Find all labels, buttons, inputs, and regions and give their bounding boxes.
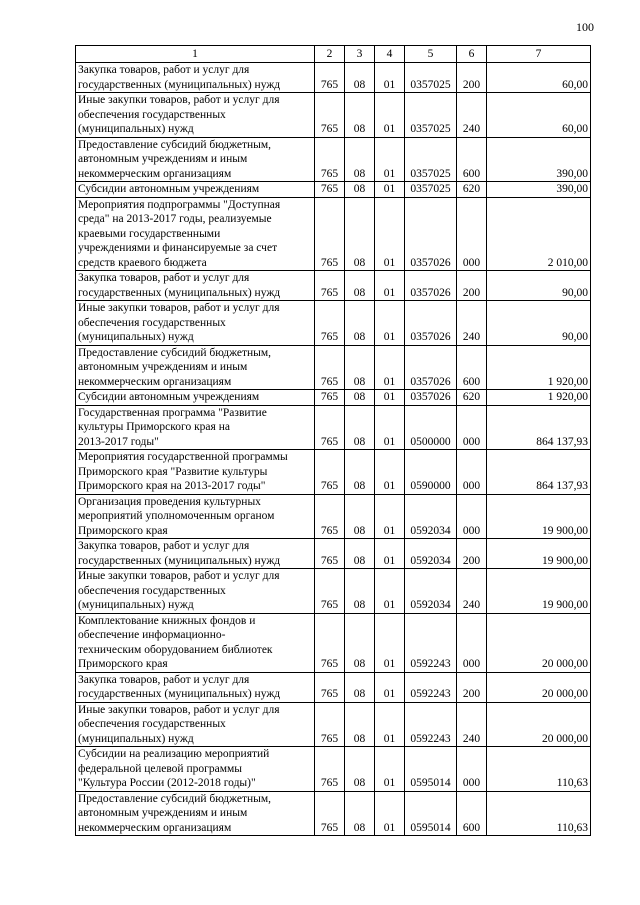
section-cell: 08 <box>345 702 375 747</box>
row-name-cell: Закупка товаров, работ и услуг для государственных (муниципальных) нужд <box>76 271 315 301</box>
amount-cell: 19 900,00 <box>487 569 591 614</box>
expense-type-cell: 620 <box>457 182 487 198</box>
chapter-code-cell: 765 <box>315 791 345 836</box>
target-article-cell: 0357026 <box>405 301 457 346</box>
target-article-cell: 0357025 <box>405 93 457 138</box>
subsection-cell: 01 <box>375 197 405 271</box>
amount-cell: 60,00 <box>487 63 591 93</box>
section-cell: 08 <box>345 301 375 346</box>
expense-type-cell: 000 <box>457 405 487 450</box>
row-name-cell: Субсидии на реализацию мероприятий федеральной целевой программы "Культура России (2012-2018 годы)" <box>76 747 315 792</box>
target-article-cell: 0592243 <box>405 702 457 747</box>
expense-type-cell: 000 <box>457 450 487 495</box>
table-row <box>76 613 591 672</box>
chapter-code-cell: 765 <box>315 63 345 93</box>
chapter-code-cell: 765 <box>315 93 345 138</box>
amount-cell: 90,00 <box>487 301 591 346</box>
amount-cell: 20 000,00 <box>487 613 591 672</box>
section-cell: 08 <box>345 390 375 406</box>
row-name-cell: Комплектование книжных фондов и обеспечение информационно- техническим оборудованием библиотек Приморского края <box>76 613 315 672</box>
section-cell: 08 <box>345 450 375 495</box>
column-header: 7 <box>487 46 591 63</box>
table-row <box>76 345 591 390</box>
section-cell: 08 <box>345 63 375 93</box>
subsection-cell: 01 <box>375 569 405 614</box>
table-row <box>76 63 591 93</box>
column-header: 2 <box>315 46 345 63</box>
subsection-cell: 01 <box>375 271 405 301</box>
section-cell: 08 <box>345 569 375 614</box>
chapter-code-cell: 765 <box>315 494 345 539</box>
row-name-cell: Иные закупки товаров, работ и услуг для обеспечения государственных (муниципальных) нужд <box>76 702 315 747</box>
row-name-cell: Иные закупки товаров, работ и услуг для обеспечения государственных (муниципальных) нужд <box>76 93 315 138</box>
expense-type-cell: 000 <box>457 613 487 672</box>
column-header: 1 <box>76 46 315 63</box>
amount-cell: 390,00 <box>487 137 591 182</box>
subsection-cell: 01 <box>375 63 405 93</box>
subsection-cell: 01 <box>375 450 405 495</box>
subsection-cell: 01 <box>375 405 405 450</box>
target-article-cell: 0357026 <box>405 271 457 301</box>
expense-type-cell: 620 <box>457 390 487 406</box>
row-name-cell: Субсидии автономным учреждениям <box>76 390 315 406</box>
target-article-cell: 0357025 <box>405 137 457 182</box>
subsection-cell: 01 <box>375 93 405 138</box>
section-cell: 08 <box>345 791 375 836</box>
expense-type-cell: 600 <box>457 345 487 390</box>
amount-cell: 110,63 <box>487 747 591 792</box>
target-article-cell: 0357026 <box>405 197 457 271</box>
amount-cell: 20 000,00 <box>487 702 591 747</box>
subsection-cell: 01 <box>375 702 405 747</box>
row-name-cell: Закупка товаров, работ и услуг для государственных (муниципальных) нужд <box>76 63 315 93</box>
subsection-cell: 01 <box>375 672 405 702</box>
row-name-cell: Мероприятия государственной программы Приморского края "Развитие культуры Приморского края на 2013-2017 годы" <box>76 450 315 495</box>
table-row <box>76 672 591 702</box>
subsection-cell: 01 <box>375 182 405 198</box>
row-name-cell: Мероприятия подпрограммы "Доступная среда" на 2013-2017 годы, реализуемые краевыми государственными учреждениями и финансируемые за счет средств краевого бюджета <box>76 197 315 271</box>
row-name-cell: Государственная программа "Развитие культуры Приморского края на 2013-2017 годы" <box>76 405 315 450</box>
row-name-cell: Закупка товаров, работ и услуг для государственных (муниципальных) нужд <box>76 539 315 569</box>
amount-cell: 390,00 <box>487 182 591 198</box>
amount-cell: 19 900,00 <box>487 494 591 539</box>
table-row <box>76 137 591 182</box>
table-row <box>76 702 591 747</box>
chapter-code-cell: 765 <box>315 672 345 702</box>
target-article-cell: 0357026 <box>405 345 457 390</box>
table-header-row <box>76 46 591 63</box>
row-name-cell: Предоставление субсидий бюджетным, автономным учреждениям и иным некоммерческим организациям <box>76 791 315 836</box>
row-name-cell: Организация проведения культурных мероприятий уполномоченным органом Приморского края <box>76 494 315 539</box>
row-name-cell: Субсидии автономным учреждениям <box>76 182 315 198</box>
section-cell: 08 <box>345 494 375 539</box>
expense-type-cell: 200 <box>457 63 487 93</box>
chapter-code-cell: 765 <box>315 197 345 271</box>
table-body <box>76 63 591 836</box>
expense-type-cell: 000 <box>457 494 487 539</box>
row-name-cell: Иные закупки товаров, работ и услуг для обеспечения государственных (муниципальных) нужд <box>76 301 315 346</box>
target-article-cell: 0592243 <box>405 672 457 702</box>
chapter-code-cell: 765 <box>315 569 345 614</box>
column-header: 3 <box>345 46 375 63</box>
table-row <box>76 301 591 346</box>
chapter-code-cell: 765 <box>315 182 345 198</box>
table-row <box>76 271 591 301</box>
expense-type-cell: 240 <box>457 301 487 346</box>
table-row <box>76 450 591 495</box>
amount-cell: 19 900,00 <box>487 539 591 569</box>
column-header: 5 <box>405 46 457 63</box>
target-article-cell: 0357026 <box>405 390 457 406</box>
target-article-cell: 0357025 <box>405 182 457 198</box>
section-cell: 08 <box>345 747 375 792</box>
subsection-cell: 01 <box>375 613 405 672</box>
expense-type-cell: 200 <box>457 271 487 301</box>
target-article-cell: 0595014 <box>405 791 457 836</box>
target-article-cell: 0592034 <box>405 539 457 569</box>
table-row <box>76 569 591 614</box>
expense-type-cell: 200 <box>457 539 487 569</box>
chapter-code-cell: 765 <box>315 390 345 406</box>
section-cell: 08 <box>345 271 375 301</box>
subsection-cell: 01 <box>375 494 405 539</box>
column-header: 4 <box>375 46 405 63</box>
amount-cell: 864 137,93 <box>487 450 591 495</box>
section-cell: 08 <box>345 672 375 702</box>
chapter-code-cell: 765 <box>315 137 345 182</box>
section-cell: 08 <box>345 182 375 198</box>
target-article-cell: 0595014 <box>405 747 457 792</box>
chapter-code-cell: 765 <box>315 450 345 495</box>
column-header: 6 <box>457 46 487 63</box>
expense-type-cell: 240 <box>457 569 487 614</box>
chapter-code-cell: 765 <box>315 539 345 569</box>
target-article-cell: 0357025 <box>405 63 457 93</box>
amount-cell: 1 920,00 <box>487 390 591 406</box>
target-article-cell: 0592034 <box>405 569 457 614</box>
subsection-cell: 01 <box>375 539 405 569</box>
table-row <box>76 539 591 569</box>
amount-cell: 1 920,00 <box>487 345 591 390</box>
amount-cell: 110,63 <box>487 791 591 836</box>
table-row <box>76 197 591 271</box>
table-row <box>76 747 591 792</box>
expense-type-cell: 200 <box>457 672 487 702</box>
amount-cell: 2 010,00 <box>487 197 591 271</box>
table-row <box>76 390 591 406</box>
section-cell: 08 <box>345 197 375 271</box>
subsection-cell: 01 <box>375 390 405 406</box>
row-name-cell: Предоставление субсидий бюджетным, автономным учреждениям и иным некоммерческим организациям <box>76 345 315 390</box>
chapter-code-cell: 765 <box>315 702 345 747</box>
chapter-code-cell: 765 <box>315 613 345 672</box>
section-cell: 08 <box>345 539 375 569</box>
table-row <box>76 405 591 450</box>
chapter-code-cell: 765 <box>315 345 345 390</box>
table-row <box>76 182 591 198</box>
expense-type-cell: 000 <box>457 747 487 792</box>
subsection-cell: 01 <box>375 137 405 182</box>
chapter-code-cell: 765 <box>315 747 345 792</box>
amount-cell: 90,00 <box>487 271 591 301</box>
expense-type-cell: 600 <box>457 791 487 836</box>
amount-cell: 60,00 <box>487 93 591 138</box>
row-name-cell: Иные закупки товаров, работ и услуг для обеспечения государственных (муниципальных) нужд <box>76 569 315 614</box>
section-cell: 08 <box>345 613 375 672</box>
budget-table <box>75 45 591 836</box>
row-name-cell: Закупка товаров, работ и услуг для государственных (муниципальных) нужд <box>76 672 315 702</box>
amount-cell: 864 137,93 <box>487 405 591 450</box>
expense-type-cell: 600 <box>457 137 487 182</box>
expense-type-cell: 240 <box>457 702 487 747</box>
target-article-cell: 0500000 <box>405 405 457 450</box>
chapter-code-cell: 765 <box>315 271 345 301</box>
row-name-cell: Предоставление субсидий бюджетным, автономным учреждениям и иным некоммерческим организациям <box>76 137 315 182</box>
target-article-cell: 0590000 <box>405 450 457 495</box>
table-row <box>76 791 591 836</box>
amount-cell: 20 000,00 <box>487 672 591 702</box>
chapter-code-cell: 765 <box>315 405 345 450</box>
expense-type-cell: 000 <box>457 197 487 271</box>
section-cell: 08 <box>345 137 375 182</box>
table-row <box>76 494 591 539</box>
table-row <box>76 93 591 138</box>
subsection-cell: 01 <box>375 791 405 836</box>
section-cell: 08 <box>345 405 375 450</box>
target-article-cell: 0592243 <box>405 613 457 672</box>
expense-type-cell: 240 <box>457 93 487 138</box>
target-article-cell: 0592034 <box>405 494 457 539</box>
page-number: 100 <box>576 20 594 34</box>
section-cell: 08 <box>345 93 375 138</box>
chapter-code-cell: 765 <box>315 301 345 346</box>
subsection-cell: 01 <box>375 301 405 346</box>
section-cell: 08 <box>345 345 375 390</box>
subsection-cell: 01 <box>375 747 405 792</box>
subsection-cell: 01 <box>375 345 405 390</box>
